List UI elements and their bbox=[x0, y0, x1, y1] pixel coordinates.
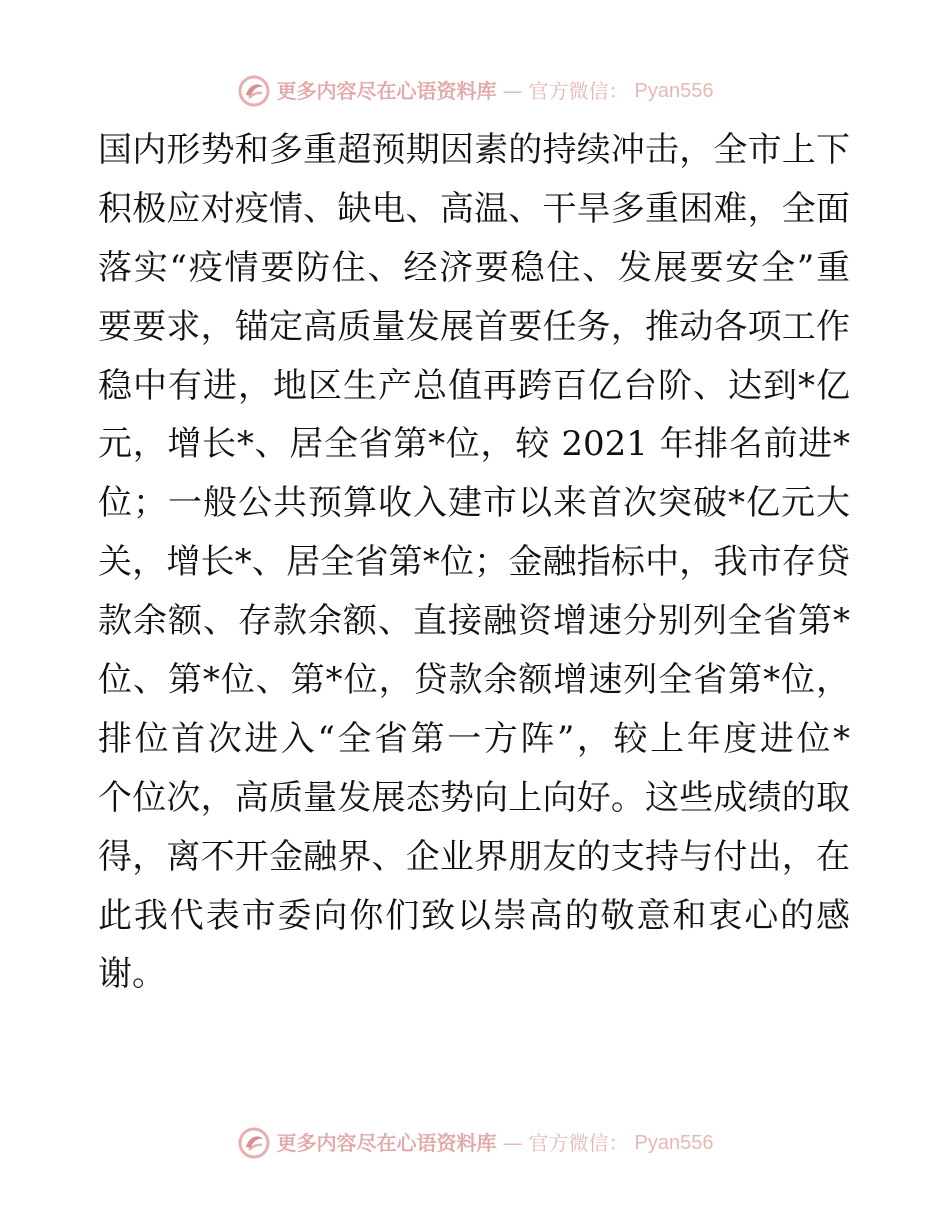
body-line: 款余额、存款余额、直接融资增速分别列全省第* bbox=[98, 601, 850, 642]
body-line: 稳中有进，地区生产总值再跨百亿台阶、达到*亿 bbox=[98, 365, 850, 406]
body-line: 元，增长*、居全省第*位，较 2021 年排名前进* bbox=[98, 424, 850, 465]
watermark-name: 更多内容尽在心语资料库 bbox=[276, 1131, 497, 1155]
header-watermark bbox=[0, 74, 950, 108]
watermark-dash: — bbox=[502, 79, 523, 103]
watermark-label: 官方微信： bbox=[528, 1131, 629, 1155]
body-paragraph bbox=[98, 121, 850, 1004]
body-line: 落实“疫情要防住、经济要稳住、发展要安全”重 bbox=[98, 247, 850, 288]
watermark-id: Pyan556 bbox=[634, 1132, 714, 1154]
swirl-logo-icon bbox=[237, 1126, 271, 1160]
body-line-last: 谢。 bbox=[98, 954, 166, 995]
body-line: 得，离不开金融界、企业界朋友的支持与付出，在 bbox=[98, 836, 850, 877]
swirl-logo-icon bbox=[237, 74, 271, 108]
body-line: 位、第*位、第*位，贷款余额增速列全省第*位， bbox=[98, 660, 850, 701]
watermark-label: 官方微信： bbox=[528, 79, 629, 103]
watermark-dash: — bbox=[502, 1131, 523, 1155]
watermark-id: Pyan556 bbox=[634, 80, 714, 102]
footer-watermark bbox=[0, 1126, 950, 1160]
body-line: 个位次，高质量发展态势向上向好。这些成绩的取 bbox=[98, 777, 850, 818]
body-line: 国内形势和多重超预期因素的持续冲击，全市上下 bbox=[98, 130, 850, 170]
watermark-name: 更多内容尽在心语资料库 bbox=[276, 79, 497, 103]
body-line: 积极应对疫情、缺电、高温、干旱多重困难，全面 bbox=[98, 188, 850, 229]
body-line: 关，增长*、居全省第*位；金融指标中，我市存贷 bbox=[98, 542, 850, 583]
body-line: 排位首次进入“全省第一方阵”，较上年度进位* bbox=[98, 718, 850, 759]
body-line: 此我代表市委向你们致以崇高的敬意和衷心的感 bbox=[98, 895, 850, 936]
body-line: 位；一般公共预算收入建市以来首次突破*亿元大 bbox=[98, 483, 850, 524]
body-line: 要要求，锚定高质量发展首要任务，推动各项工作 bbox=[98, 306, 850, 347]
